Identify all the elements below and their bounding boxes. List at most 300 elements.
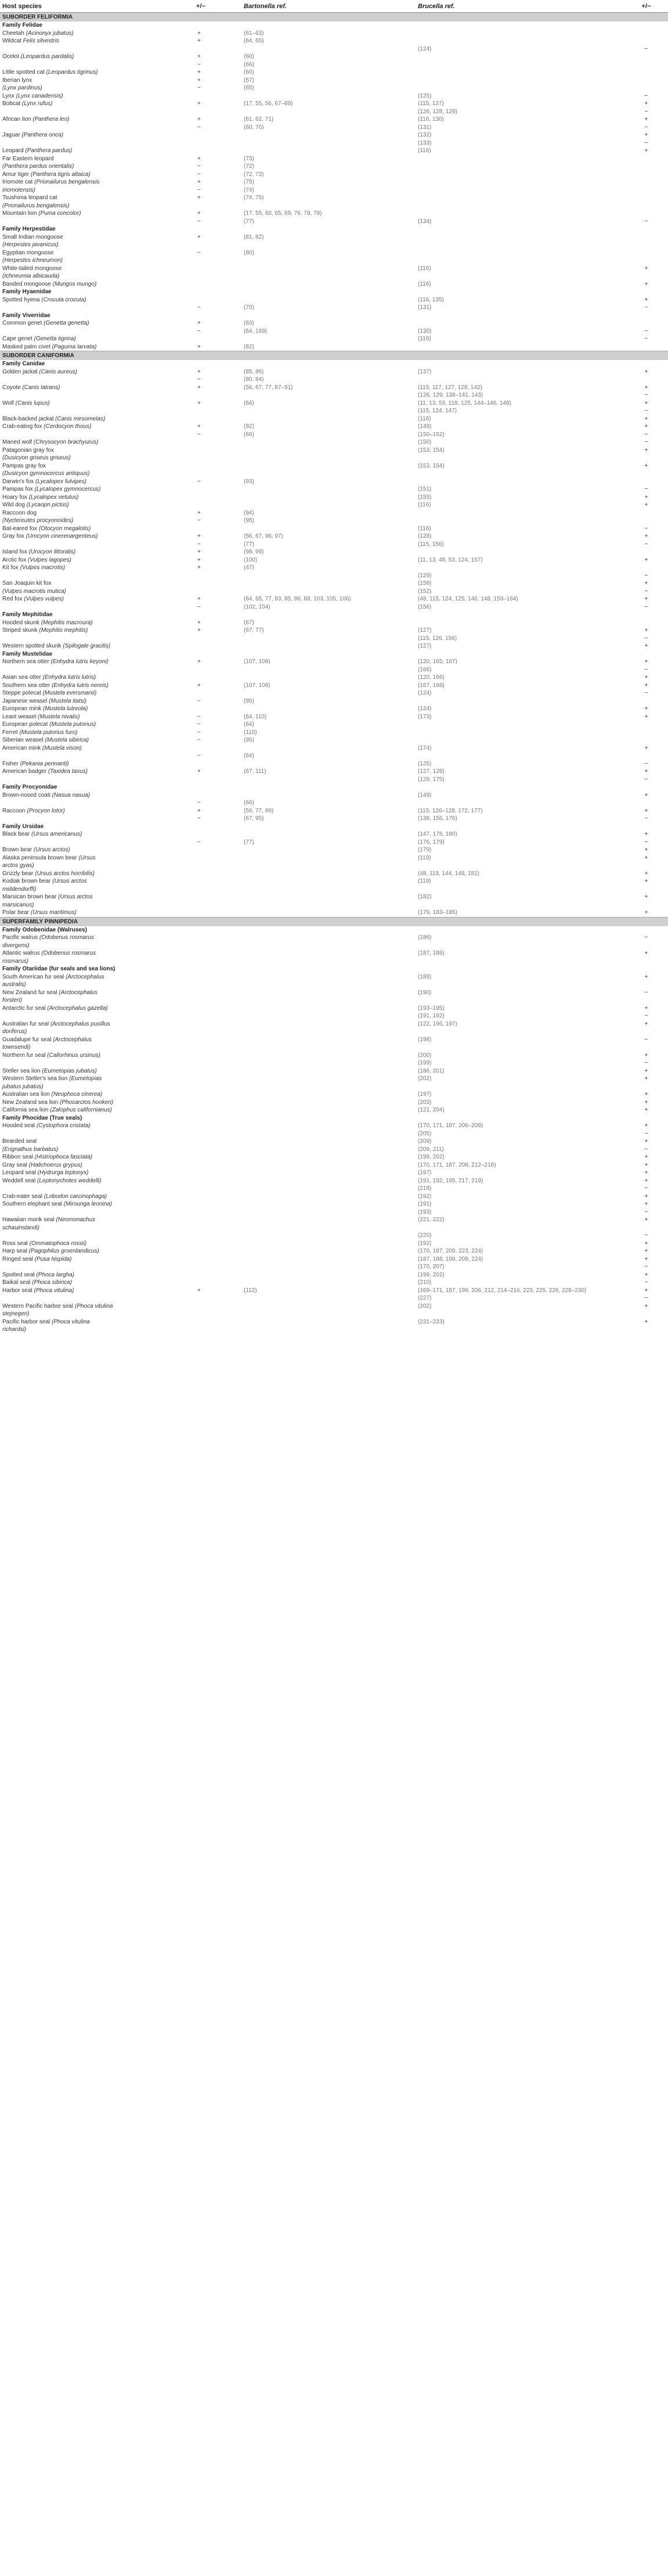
host-species-cell (0, 1287, 192, 1295)
table-row (0, 854, 668, 862)
table-row (0, 1146, 668, 1154)
brucella-result: + (644, 643, 648, 649)
brucella-refs (416, 752, 624, 760)
host-species-cell (0, 376, 192, 384)
brucella-refs (416, 619, 624, 627)
table-row (0, 1318, 668, 1326)
host-species-cell (0, 744, 192, 753)
table-row (0, 619, 668, 627)
bartonella-result (192, 760, 241, 768)
bartonella-result (192, 1279, 241, 1287)
host-species-cell (0, 909, 192, 917)
bartonella-result: − (197, 376, 201, 383)
common-name: Australian fur seal (2, 1020, 49, 1027)
table-row (0, 1044, 668, 1052)
bartonella-refs (241, 1146, 416, 1154)
brucella-result: − (644, 815, 648, 822)
bartonella-result: + (197, 659, 201, 665)
brucella-refs: (197) (418, 1091, 432, 1098)
table-row (0, 949, 668, 958)
host-species-cell (0, 807, 192, 815)
bartonella-result (192, 791, 241, 800)
brucella-refs: (115, 117, 127, 128, 142) (418, 384, 482, 391)
family-header-row (0, 21, 668, 30)
table-row (0, 642, 668, 650)
brucella-refs: (129, 175) (418, 776, 445, 783)
latin-name: (Hydrurga leptonyx) (37, 1170, 89, 1176)
bartonella-result (192, 1208, 241, 1217)
common-name: Iberian lynx (2, 77, 33, 84)
table-row (0, 1036, 668, 1044)
brucella-refs: (198) (418, 1036, 432, 1043)
table-row (0, 635, 668, 643)
brucella-result (624, 517, 668, 525)
table-row (0, 147, 668, 155)
bartonella-refs: (60) (244, 53, 254, 60)
table-row (0, 705, 668, 713)
host-species-cell (0, 509, 192, 517)
bartonella-refs: (56, 77, 89) (244, 807, 274, 814)
common-name: Brown-nosed coati (2, 791, 50, 798)
host-species-cell (0, 494, 192, 502)
common-name: Ross seal (2, 1240, 28, 1247)
brucella-result (624, 343, 668, 351)
bartonella-refs (241, 909, 416, 917)
brucella-refs (416, 1044, 624, 1052)
brucella-result (624, 194, 668, 202)
common-name: Patagonian gray fox (2, 447, 54, 454)
common-name: Northern fur seal (2, 1052, 46, 1059)
table-row (0, 296, 668, 304)
table-row (0, 77, 668, 85)
host-species-cell (0, 595, 192, 603)
host-species-cell (0, 116, 192, 124)
bartonella-refs (241, 846, 416, 854)
brucella-result: − (644, 45, 648, 52)
table-row (0, 533, 668, 541)
common-name: African lion (2, 116, 31, 123)
bartonella-result (192, 949, 241, 958)
common-name: Crab-eating fox (2, 423, 42, 430)
latin-name: (Leptonychotes weddelli) (37, 1177, 102, 1184)
bartonella-result (192, 407, 241, 415)
bartonella-result (192, 525, 241, 533)
common-name: Atlantic walrus (2, 950, 40, 956)
bartonella-result (192, 447, 241, 455)
brucella-result (624, 30, 668, 38)
latin-name: (Canis lupus) (15, 400, 50, 406)
common-name: Western Steller's sea lion (2, 1075, 68, 1082)
host-species-cell (0, 265, 192, 273)
brucella-refs: (150) (418, 439, 432, 445)
host-species-cell (0, 1028, 192, 1036)
brucella-refs: (125) (418, 92, 432, 99)
bartonella-refs (241, 791, 416, 800)
bartonella-refs (241, 501, 416, 509)
host-species-cell (0, 1036, 192, 1044)
brucella-result (624, 721, 668, 729)
table-row (0, 580, 668, 588)
bartonella-refs (241, 973, 416, 981)
brucella-result: + (644, 533, 648, 539)
host-species-cell (0, 431, 192, 439)
table-row (0, 815, 668, 823)
bartonella-refs: (64) (244, 753, 254, 759)
bartonella-result (192, 501, 241, 509)
brucella-refs: (115, 126, 156) (418, 635, 457, 642)
table-row (0, 1208, 668, 1217)
brucella-refs (416, 1224, 624, 1232)
brucella-refs: (133) (418, 139, 432, 146)
bartonella-refs: (77) (244, 541, 254, 548)
brucella-refs (416, 564, 624, 572)
bartonella-refs (241, 131, 416, 139)
table-row (0, 697, 668, 706)
bartonella-result (192, 635, 241, 643)
common-name: American badger (2, 768, 47, 775)
brucella-refs: (205) (418, 1130, 432, 1137)
family-header-row (0, 926, 668, 934)
latin-name: (Genetta genetta) (44, 320, 89, 326)
bartonella-result: + (197, 619, 201, 626)
common-name: Lynx (2, 92, 15, 99)
host-species-cell (0, 1138, 192, 1146)
brucella-result: − (644, 218, 648, 225)
brucella-result: + (644, 132, 648, 138)
brucella-result (624, 1326, 668, 1334)
host-species-cell (0, 760, 192, 768)
brucella-result: − (644, 776, 648, 783)
family-header: Family Herpestidae (2, 226, 56, 232)
bartonella-result (192, 335, 241, 343)
latin-name: (Paguma larvata) (52, 343, 97, 350)
host-species-cell (0, 877, 192, 886)
host-species-cell (0, 627, 192, 635)
brucella-result: + (644, 400, 648, 406)
table-row (0, 304, 668, 312)
common-name: American mink (2, 744, 41, 751)
latin-name: (Phoca sibirica) (32, 1279, 73, 1286)
table-row (0, 1310, 668, 1318)
bartonella-refs: (73) (244, 155, 254, 162)
brucella-result (624, 470, 668, 478)
bartonella-refs: (74) (244, 186, 254, 193)
host-species-cell (0, 296, 192, 304)
brucella-refs: (116, 130) (418, 116, 444, 123)
brucella-result (624, 272, 668, 280)
bartonella-refs (241, 1052, 416, 1060)
latin-name: (Prionailurus bengalensis) (2, 202, 70, 209)
brucella-result (624, 171, 668, 179)
brucella-result: + (644, 1005, 648, 1012)
brucella-result: + (644, 296, 648, 303)
bartonella-result: − (197, 304, 201, 311)
latin-name: (Taxidea taxus) (48, 768, 88, 775)
host-species-cell (0, 423, 192, 431)
bartonella-result (192, 870, 241, 878)
common-name: Egyptian mongoose (2, 249, 54, 256)
table-row (0, 1059, 668, 1067)
brucella-refs (416, 454, 624, 462)
bartonella-refs (241, 241, 416, 249)
brucella-refs: (115, 156) (418, 541, 444, 548)
brucella-result: + (644, 580, 648, 587)
bartonella-result (192, 202, 241, 210)
table-row (0, 893, 668, 901)
bartonella-refs (241, 92, 416, 100)
table-row (0, 1067, 668, 1075)
host-species-cell (0, 30, 192, 38)
brucella-result (624, 942, 668, 950)
table-row (0, 846, 668, 854)
host-species-cell (0, 147, 192, 155)
host-species-cell (0, 1279, 192, 1287)
latin-name: (Leopardus pardalis) (20, 53, 74, 60)
brucella-result (624, 958, 668, 966)
brucella-refs: (218) (418, 1185, 432, 1192)
latin-name: (Eumetopias (69, 1075, 102, 1082)
bartonella-refs: (60, 70) (244, 124, 264, 131)
brucella-refs: (176, 179) (418, 839, 445, 846)
host-species-cell (0, 1200, 192, 1208)
bartonella-result: − (197, 697, 201, 704)
bartonella-refs: (85, 86) (244, 368, 264, 375)
brucella-refs: (186, 201) (418, 1067, 445, 1074)
brucella-refs (416, 478, 624, 486)
common-name: Spotted seal (2, 1271, 35, 1278)
latin-name: schauinslandi) (2, 1224, 39, 1231)
common-name: Bearded seal (2, 1138, 37, 1145)
host-species-cell (0, 729, 192, 737)
header-bartonella-sign: +/− (192, 0, 241, 13)
family-header: Family Hyaenidae (2, 289, 52, 295)
table-row (0, 100, 668, 108)
brucella-refs: (116) (418, 265, 431, 272)
common-name: Grizzly bear (2, 870, 34, 877)
table-row (0, 1255, 668, 1264)
table-row (0, 1232, 668, 1240)
table-row (0, 407, 668, 415)
brucella-refs: (127) (418, 643, 432, 649)
brucella-refs (416, 178, 624, 186)
bartonella-refs (241, 870, 416, 878)
host-species-cell (0, 1059, 192, 1067)
bartonella-result: − (197, 186, 201, 193)
bartonella-refs (241, 1224, 416, 1232)
latin-name: (Odobenus rosmarus (39, 934, 94, 941)
bartonella-result (192, 1106, 241, 1114)
table-row (0, 1130, 668, 1138)
common-name: Tsushima leopard cat (2, 195, 57, 201)
host-species-cell (0, 674, 192, 682)
brucella-result (624, 1044, 668, 1052)
bartonella-result (192, 580, 241, 588)
brucella-result: − (644, 1146, 648, 1153)
bartonella-result (192, 139, 241, 147)
bartonella-refs (241, 1240, 416, 1248)
common-name: Masked palm civet (2, 343, 50, 350)
brucella-result: + (644, 1052, 648, 1059)
latin-name: (Panthera pardus orientalis) (2, 163, 74, 170)
brucella-refs: (199) (418, 1060, 432, 1066)
bartonella-refs (241, 454, 416, 462)
bartonella-result (192, 1075, 241, 1083)
host-species-cell (0, 1263, 192, 1271)
latin-name: (Mustela putorius) (49, 721, 96, 728)
bartonella-refs (241, 572, 416, 580)
common-name: Pampas fox (2, 486, 33, 492)
common-name: Raccoon (2, 807, 26, 814)
table-row (0, 1240, 668, 1248)
brucella-refs: (202) (418, 1075, 432, 1082)
latin-name: doriferus) (2, 1028, 27, 1035)
brucella-result: + (644, 494, 648, 501)
brucella-result: + (644, 847, 648, 853)
brucella-result (624, 736, 668, 744)
host-species-cell (0, 870, 192, 878)
table-row (0, 494, 668, 502)
host-species-cell (0, 1075, 192, 1083)
host-species-cell (0, 1326, 192, 1334)
table-row (0, 1106, 668, 1114)
bartonella-refs: (81, 82) (244, 233, 264, 240)
host-species-cell (0, 384, 192, 392)
table-row (0, 744, 668, 753)
table-row (0, 447, 668, 455)
bartonella-refs (241, 1271, 416, 1279)
host-species-cell (0, 901, 192, 909)
bartonella-refs (241, 1059, 416, 1067)
bartonella-result (192, 901, 241, 909)
bartonella-result: − (197, 815, 201, 822)
bartonella-refs: (107, 108) (244, 682, 270, 689)
brucella-result: − (644, 124, 648, 131)
bartonella-refs: (67) (244, 619, 254, 626)
bartonella-result: + (197, 210, 201, 217)
table-row (0, 556, 668, 564)
table-row (0, 1294, 668, 1303)
latin-name: (Cystophora cristata) (36, 1122, 91, 1129)
bartonella-result: + (197, 768, 201, 775)
latin-name: (Ursus americanus) (31, 831, 82, 837)
bartonella-result (192, 1161, 241, 1170)
latin-name: (Nasua nasua) (52, 791, 91, 798)
bartonella-refs: (67, 77) (244, 627, 264, 634)
bartonella-result: − (197, 729, 201, 736)
common-name: Small Indian mongoose (2, 233, 63, 240)
common-name: Darwin's fox (2, 478, 34, 485)
bartonella-result: + (197, 564, 201, 571)
bartonella-result (192, 981, 241, 989)
bartonella-result (192, 1083, 241, 1091)
bartonella-refs: (17, 55, 60, 65, 69, 76, 78, 79) (244, 210, 322, 217)
common-name: Fisher (2, 760, 19, 767)
table-row (0, 319, 668, 328)
bartonella-refs (241, 588, 416, 596)
common-name: Ocelot (2, 53, 19, 60)
host-species-cell (0, 84, 192, 92)
brucella-refs (416, 799, 624, 807)
table-row (0, 61, 668, 69)
bartonella-refs (241, 1200, 416, 1208)
bartonella-refs (241, 1310, 416, 1318)
host-species-cell (0, 1130, 192, 1138)
host-species-cell (0, 1247, 192, 1255)
common-name: Western Pacific harbor seal (2, 1303, 74, 1309)
host-species-cell (0, 942, 192, 950)
brucella-refs (416, 1028, 624, 1036)
bartonella-result: + (197, 116, 201, 123)
table-row (0, 713, 668, 721)
brucella-refs (416, 901, 624, 909)
bartonella-refs (241, 462, 416, 470)
table-row (0, 958, 668, 966)
table-row (0, 233, 668, 242)
latin-name: (Ursus arctos) (33, 847, 70, 853)
latin-name: iriomotensis) (2, 186, 35, 193)
bartonella-result: + (197, 533, 201, 539)
family-header: Family Mephitidae (2, 611, 53, 618)
bartonella-refs: (77) (244, 839, 254, 846)
family-header: Family Odobenidae (Walruses) (2, 926, 87, 933)
host-species-cell (0, 328, 192, 336)
brucella-refs: (203) (418, 1099, 432, 1106)
host-species-cell (0, 131, 192, 139)
bartonella-result (192, 470, 241, 478)
host-species-cell (0, 1020, 192, 1028)
bartonella-refs (241, 705, 416, 713)
family-header-row (0, 650, 668, 659)
brucella-refs (416, 958, 624, 966)
host-species-cell (0, 163, 192, 171)
latin-name: (Mustela eversmanii) (42, 690, 97, 696)
brucella-result (624, 178, 668, 186)
brucella-result: + (644, 596, 648, 602)
brucella-refs (416, 37, 624, 45)
bartonella-result (192, 131, 241, 139)
brucella-result: + (644, 415, 648, 422)
table-row (0, 257, 668, 265)
latin-name: (Arctocephalus gazella) (47, 1005, 108, 1012)
latin-name: (Vulpes macrotis) (20, 564, 66, 571)
bartonella-result (192, 147, 241, 155)
bartonella-refs: (98, 99) (244, 549, 264, 555)
brucella-result (624, 84, 668, 92)
latin-name: jubatus jubatus) (2, 1083, 44, 1090)
bartonella-refs (241, 494, 416, 502)
bartonella-result: + (197, 100, 201, 107)
bartonella-refs (241, 886, 416, 894)
brucella-refs: (167, 168) (418, 682, 445, 689)
latin-name: (Panthera pardus) (25, 147, 73, 154)
bartonella-refs (241, 1263, 416, 1271)
table-row (0, 627, 668, 635)
brucella-refs: (151) (418, 486, 432, 492)
brucella-refs (416, 1083, 624, 1091)
table-row (0, 376, 668, 384)
host-species-cell (0, 981, 192, 989)
common-name: Japanese weasel (2, 697, 48, 704)
bartonella-result (192, 1052, 241, 1060)
host-species-cell (0, 241, 192, 249)
brucella-result: − (644, 328, 648, 334)
brucella-result: + (644, 909, 648, 916)
brucella-result: + (644, 674, 648, 681)
table-row (0, 139, 668, 147)
table-row (0, 368, 668, 376)
brucella-refs (416, 509, 624, 517)
table-row (0, 155, 668, 163)
